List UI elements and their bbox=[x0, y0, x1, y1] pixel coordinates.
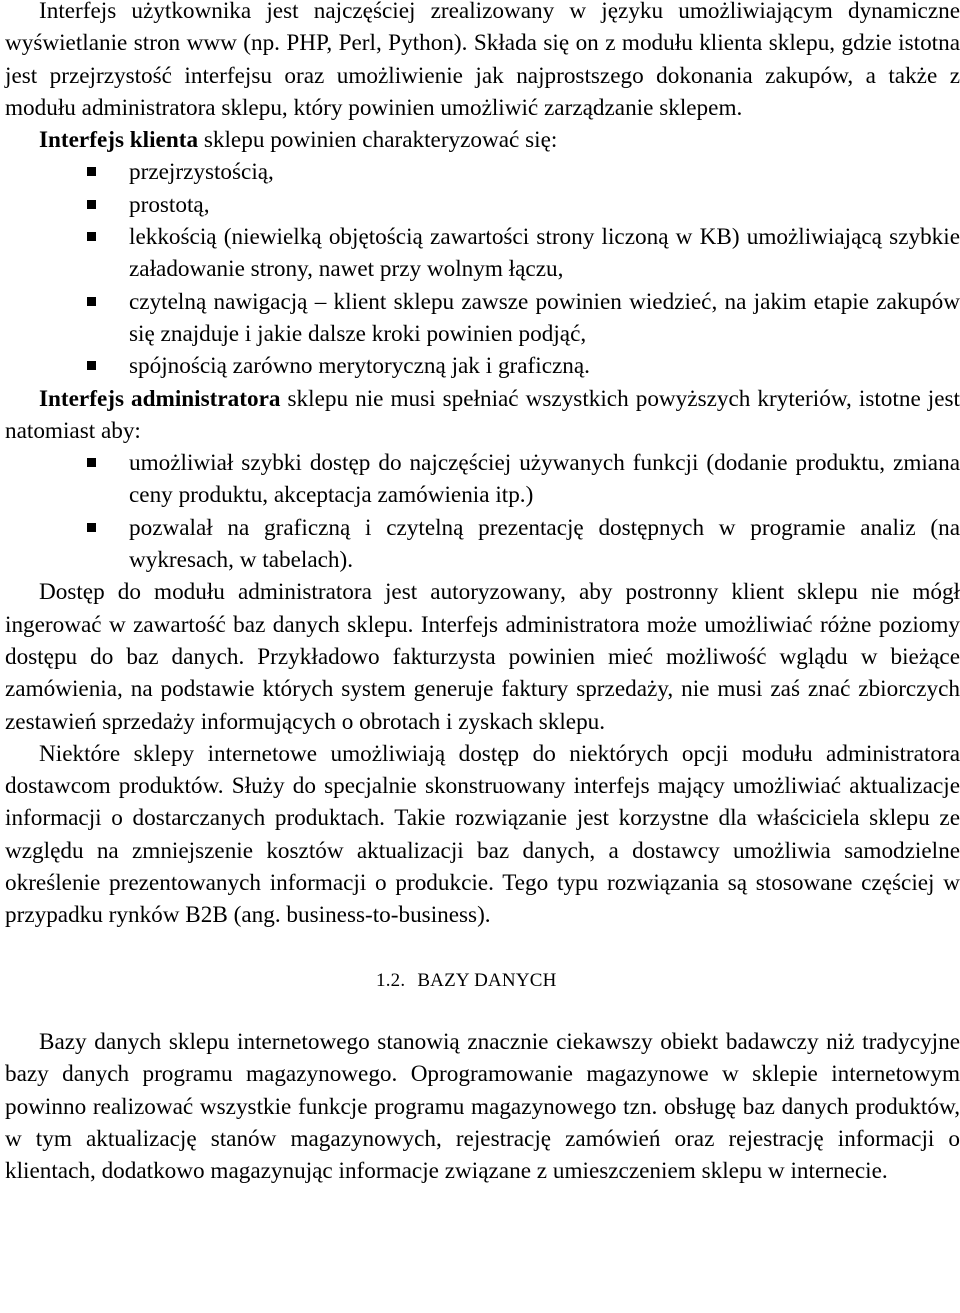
section-title: BAZY DANYCH bbox=[417, 969, 557, 991]
list-item-text: spójnością zarówno merytoryczną jak i graficzną. bbox=[129, 353, 590, 380]
square-bullet-icon bbox=[87, 200, 96, 209]
intro-paragraph: Interfejs użytkownika jest najczęściej zrealizowany w języku umożliwiającym dynamiczne wyświetlanie stron www (np. PHP, Perl, Python). Składa się on z modułu klienta sklepu, gdzie istotna jest przejrzystość interfejsu oraz umożliwienie jak najprostszego dokonania zakupów, a także z modułu administratora sklepu, który powinien umożliwić zarządzanie sklepem. bbox=[5, 0, 960, 121]
list-item bbox=[129, 156, 960, 188]
list-item bbox=[129, 286, 960, 351]
square-bullet-icon bbox=[87, 297, 96, 306]
admin-interface-lead bbox=[5, 383, 960, 448]
access-paragraph: Dostęp do modułu administratora jest autoryzowany, aby postronny klient sklepu nie mógł ingerować w zawartość baz danych sklepu. Interfejs administratora może umożliwiać różne poziomy dostępu do baz danych. Przykładowo fakturzysta powinien mieć możliwość wglądu w bieżące zamówienia, na podstawie których system generuje faktury sprzedaży, nie musi zaś znać zbiorczych zestawień sprzedaży informujących o obrotach i zyskach sklepu. bbox=[5, 579, 960, 735]
list-item-text: czytelną nawigacją – klient sklepu zawsze powinien wiedzieć, na jakim etapie zakupów się znajduje i jakie dalsze kroki powinien podjąć, bbox=[129, 288, 960, 347]
admin-interface-term: Interfejs administratora bbox=[39, 385, 281, 412]
square-bullet-icon bbox=[87, 361, 96, 370]
client-interface-term: Interfejs klienta bbox=[39, 127, 199, 154]
square-bullet-icon bbox=[87, 232, 96, 241]
square-bullet-icon bbox=[87, 458, 96, 467]
list-item bbox=[129, 350, 960, 382]
admin-interface-lead-text: sklepu nie musi spełniać wszystkich powyższych kryteriów, istotne jest natomiast aby: bbox=[5, 385, 960, 444]
list-item-text: pozwalał na graficzną i czytelną prezentację dostępnych w programie analiz (na wykresach, w tabelach). bbox=[129, 514, 960, 574]
square-bullet-icon bbox=[87, 167, 96, 176]
list-item-text: przejrzystością, bbox=[129, 159, 274, 186]
client-interface-lead-text: sklepu powinien charakteryzować się: bbox=[198, 127, 558, 154]
admin-requirements-list bbox=[5, 447, 960, 576]
list-item-text: lekkością (niewielką objętością zawartości strony liczoną w KB) umożliwiającą szybkie załadowanie strony, nawet przy wolnym łączu, bbox=[129, 224, 960, 283]
databases-paragraph: Bazy danych sklepu internetowego stanowią znacznie ciekawszy obiekt badawczy niż tradycyjne bazy danych programu magazynowego. Oprogramowanie magazynowe w sklepie internetowym powinno realizować wszystkie funkcje programu magazynowego tzn. obsługę baz danych produktów, w tym aktualizację stanów magazynowych, rejestrację zamówień oraz rejestrację informacji o klientach, dodatkowo magazynując informacje związane z umieszczeniem sklepu w internecie. bbox=[5, 1028, 960, 1185]
client-requirements-list bbox=[5, 156, 960, 382]
suppliers-paragraph: Niektóre sklepy internetowe umożliwiają dostęp do niektórych opcji modułu administratora dostawcom produktów. Służy do specjalnie skonstruowany interfejs mający umożliwiać aktualizacje informacji o dostarczanych produktach. Takie rozwiązanie jest korzystne dla właściciela sklepu ze względu na zmniejszenie kosztów aktualizacji baz danych, a dostawcy umożliwia samodzielne określenie prezentowanych informacji o produkcie. Tego typu rozwiązania są stosowane częściej w przypadku rynków B2B (ang. business-to-business). bbox=[5, 740, 960, 929]
list-item bbox=[129, 512, 960, 577]
list-item bbox=[129, 221, 960, 286]
section-heading bbox=[5, 965, 960, 997]
list-item-text: prostotą, bbox=[129, 191, 210, 218]
list-item-text: umożliwiał szybki dostęp do najczęściej używanych funkcji (dodanie produktu, zmiana ceny produktu, akceptacja zamówienia itp.) bbox=[129, 450, 960, 509]
list-item bbox=[129, 447, 960, 512]
client-interface-lead bbox=[5, 124, 960, 156]
section-number: 1.2. bbox=[376, 969, 406, 991]
square-bullet-icon bbox=[87, 523, 96, 532]
list-item bbox=[129, 189, 960, 221]
